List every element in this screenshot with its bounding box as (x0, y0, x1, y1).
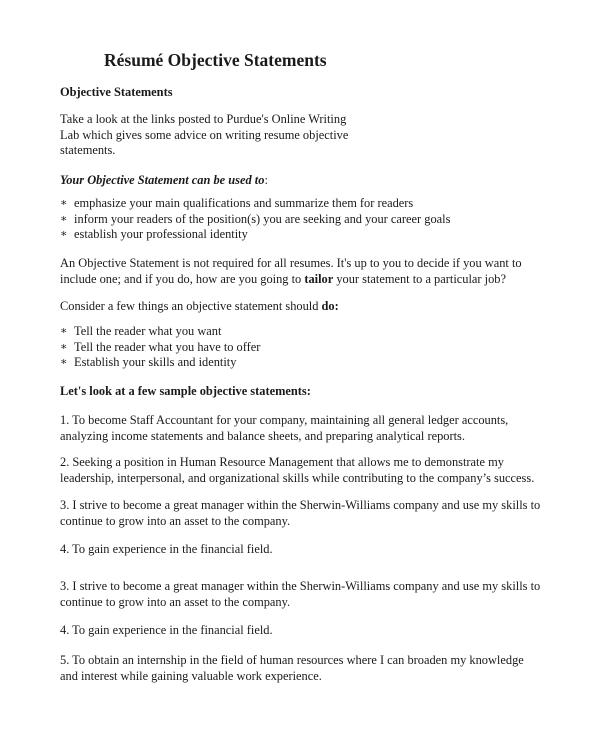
sample-line: continue to grow into an asset to the company. (60, 594, 291, 609)
paragraph-line (60, 272, 540, 288)
consider-paragraph (60, 299, 540, 315)
sample-line: continue to grow into an asset to the company. (60, 513, 291, 528)
sample-statement (60, 623, 540, 639)
samples-heading: Let's look at a few sample objective statements: (60, 384, 311, 398)
sample-line: 4. To gain experience in the financial field. (60, 542, 273, 556)
intro-line: Take a look at the links posted to Purdue's Online Writing (60, 112, 347, 126)
uses-list (60, 196, 540, 243)
sample-line: 5. To obtain an internship in the field of human resources where I can broaden my knowledge (60, 653, 524, 667)
sample-statement (60, 542, 540, 558)
uses-heading-colon: : (264, 173, 268, 187)
sample-statement (60, 579, 540, 610)
sample-statement (60, 413, 540, 444)
do-list (60, 324, 540, 371)
sample-statement (60, 653, 540, 684)
sample-line: 3. I strive to become a great manager within the Sherwin-Williams company and use my skills to (60, 579, 541, 593)
document-title: Résumé Objective Statements (104, 50, 327, 70)
intro-paragraph (60, 112, 540, 159)
sample-statement (60, 498, 540, 529)
intro-line: statements. (60, 143, 116, 157)
sample-line: 4. To gain experience in the financial field. (60, 623, 273, 637)
sample-statement (60, 455, 540, 486)
sample-line: 1. To become Staff Accountant for your company, maintaining all general ledger accounts, (60, 413, 509, 427)
sample-line: 3. I strive to become a great manager within the Sherwin-Williams company and use my skills to (60, 498, 541, 512)
do-emphasis: do: (321, 299, 339, 313)
section-heading: Objective Statements (60, 85, 173, 99)
list-item: ∗ establish your professional identity (60, 227, 540, 243)
tailor-emphasis: tailor (304, 271, 334, 286)
intro-line: Lab which gives some advice on writing resume objective (60, 127, 349, 142)
list-item: ∗ Tell the reader what you have to offer (60, 340, 540, 356)
uses-heading (60, 173, 540, 189)
list-item: ∗ inform your readers of the position(s) you are seeking and your career goals (60, 212, 540, 228)
list-item: ∗ emphasize your main qualifications and summarize them for readers (60, 196, 540, 212)
list-item: ∗ Tell the reader what you want (60, 324, 540, 340)
paragraph-line: An Objective Statement is not required for all resumes. It's up to you to decide if you want to (60, 256, 522, 270)
paragraph-text: include one; and if you do, how are you going to (60, 271, 305, 286)
sample-line: analyzing income statements and balance sheets, and preparing analytical reports. (60, 428, 465, 443)
requirement-paragraph (60, 256, 540, 287)
uses-heading-text: Your Objective Statement can be used to (60, 173, 265, 187)
sample-line: 2. Seeking a position in Human Resource Management that allows me to demonstrate my (60, 455, 504, 469)
list-item: ∗ Establish your skills and identity (60, 355, 540, 371)
sample-line: leadership, interpersonal, and organizational skills while contributing to the company’s success. (60, 470, 535, 485)
paragraph-text: your statement to a particular job? (333, 271, 506, 286)
consider-text: Consider a few things an objective statement should (60, 299, 322, 313)
sample-line: and interest while gaining valuable work experience. (60, 668, 322, 683)
